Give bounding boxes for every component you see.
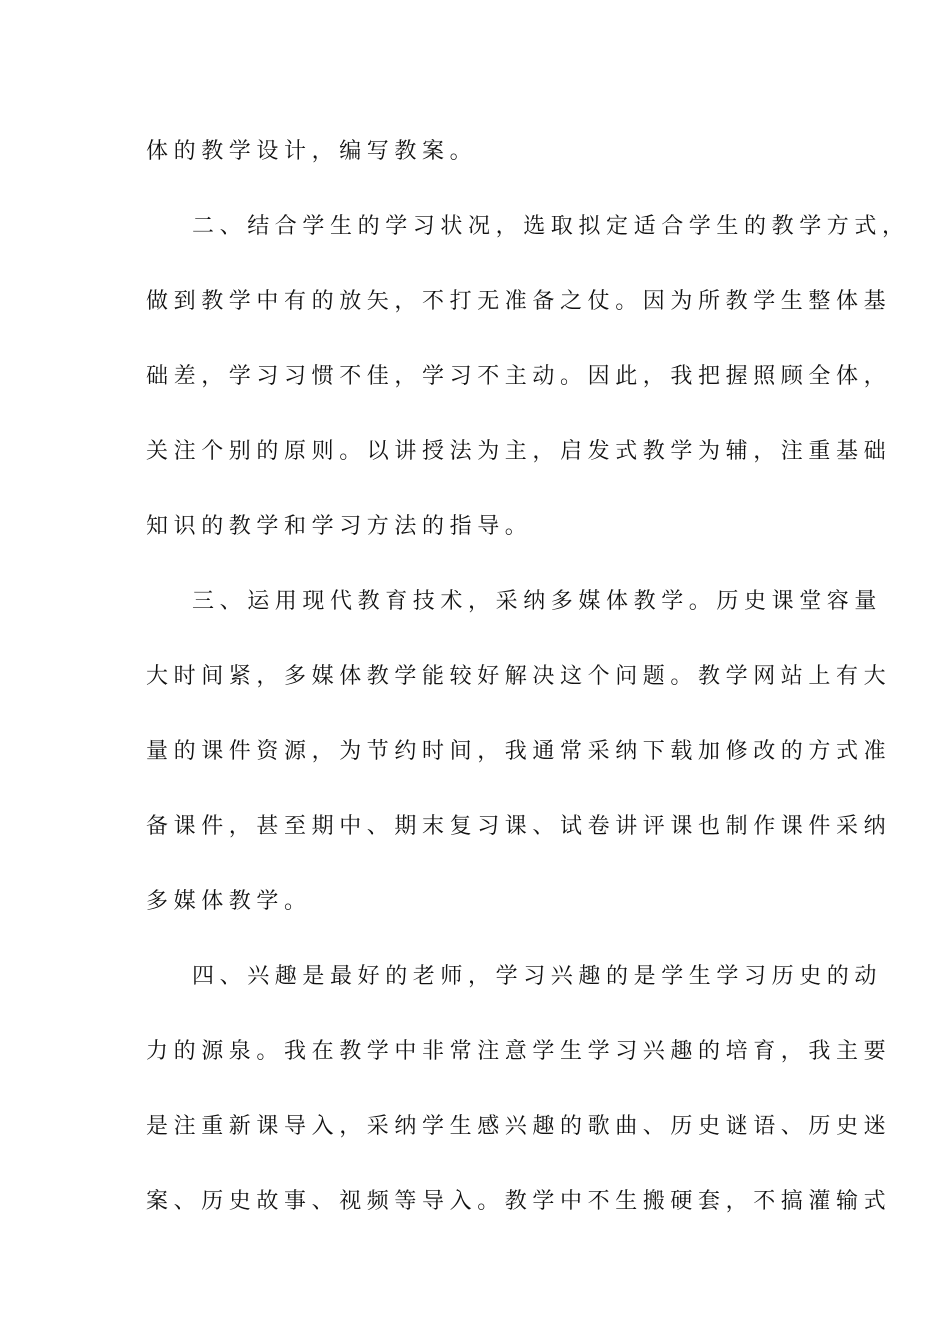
text-line: 力的源泉。我在教学中非常注意学生学习兴趣的培育，我主要 [146,1039,892,1064]
text-line: 体的教学设计，编写教案。 [146,139,478,164]
text-line: 四、兴趣是最好的老师，学习兴趣的是学生学习历史的动 [192,964,883,989]
text-line: 是注重新课导入，采纳学生感兴趣的歌曲、历史谜语、历史迷 [146,1114,892,1139]
text-line: 关注个别的原则。以讲授法为主，启发式教学为辅，注重基础 [146,439,892,464]
text-line: 知识的教学和学习方法的指导。 [146,514,533,539]
text-line: 做到教学中有的放矢，不打无准备之仗。因为所教学生整体基 [146,289,892,314]
text-line: 量的课件资源，为节约时间，我通常采纳下载加修改的方式准 [146,739,892,764]
text-line: 备课件，甚至期中、期末复习课、试卷讲评课也制作课件采纳 [146,814,892,839]
text-line: 三、运用现代教育技术，采纳多媒体教学。历史课堂容量 [192,589,883,614]
text-line: 二、结合学生的学习状况，选取拟定适合学生的教学方式， [192,214,910,239]
text-line: 大时间紧，多媒体教学能较好解决这个问题。教学网站上有大 [146,664,892,689]
text-line: 多媒体教学。 [146,889,312,914]
text-line: 案、历史故事、视频等导入。教学中不生搬硬套，不搞灌输式 [146,1189,892,1214]
text-line: 础差，学习习惯不佳，学习不主动。因此，我把握照顾全体， [146,364,892,389]
